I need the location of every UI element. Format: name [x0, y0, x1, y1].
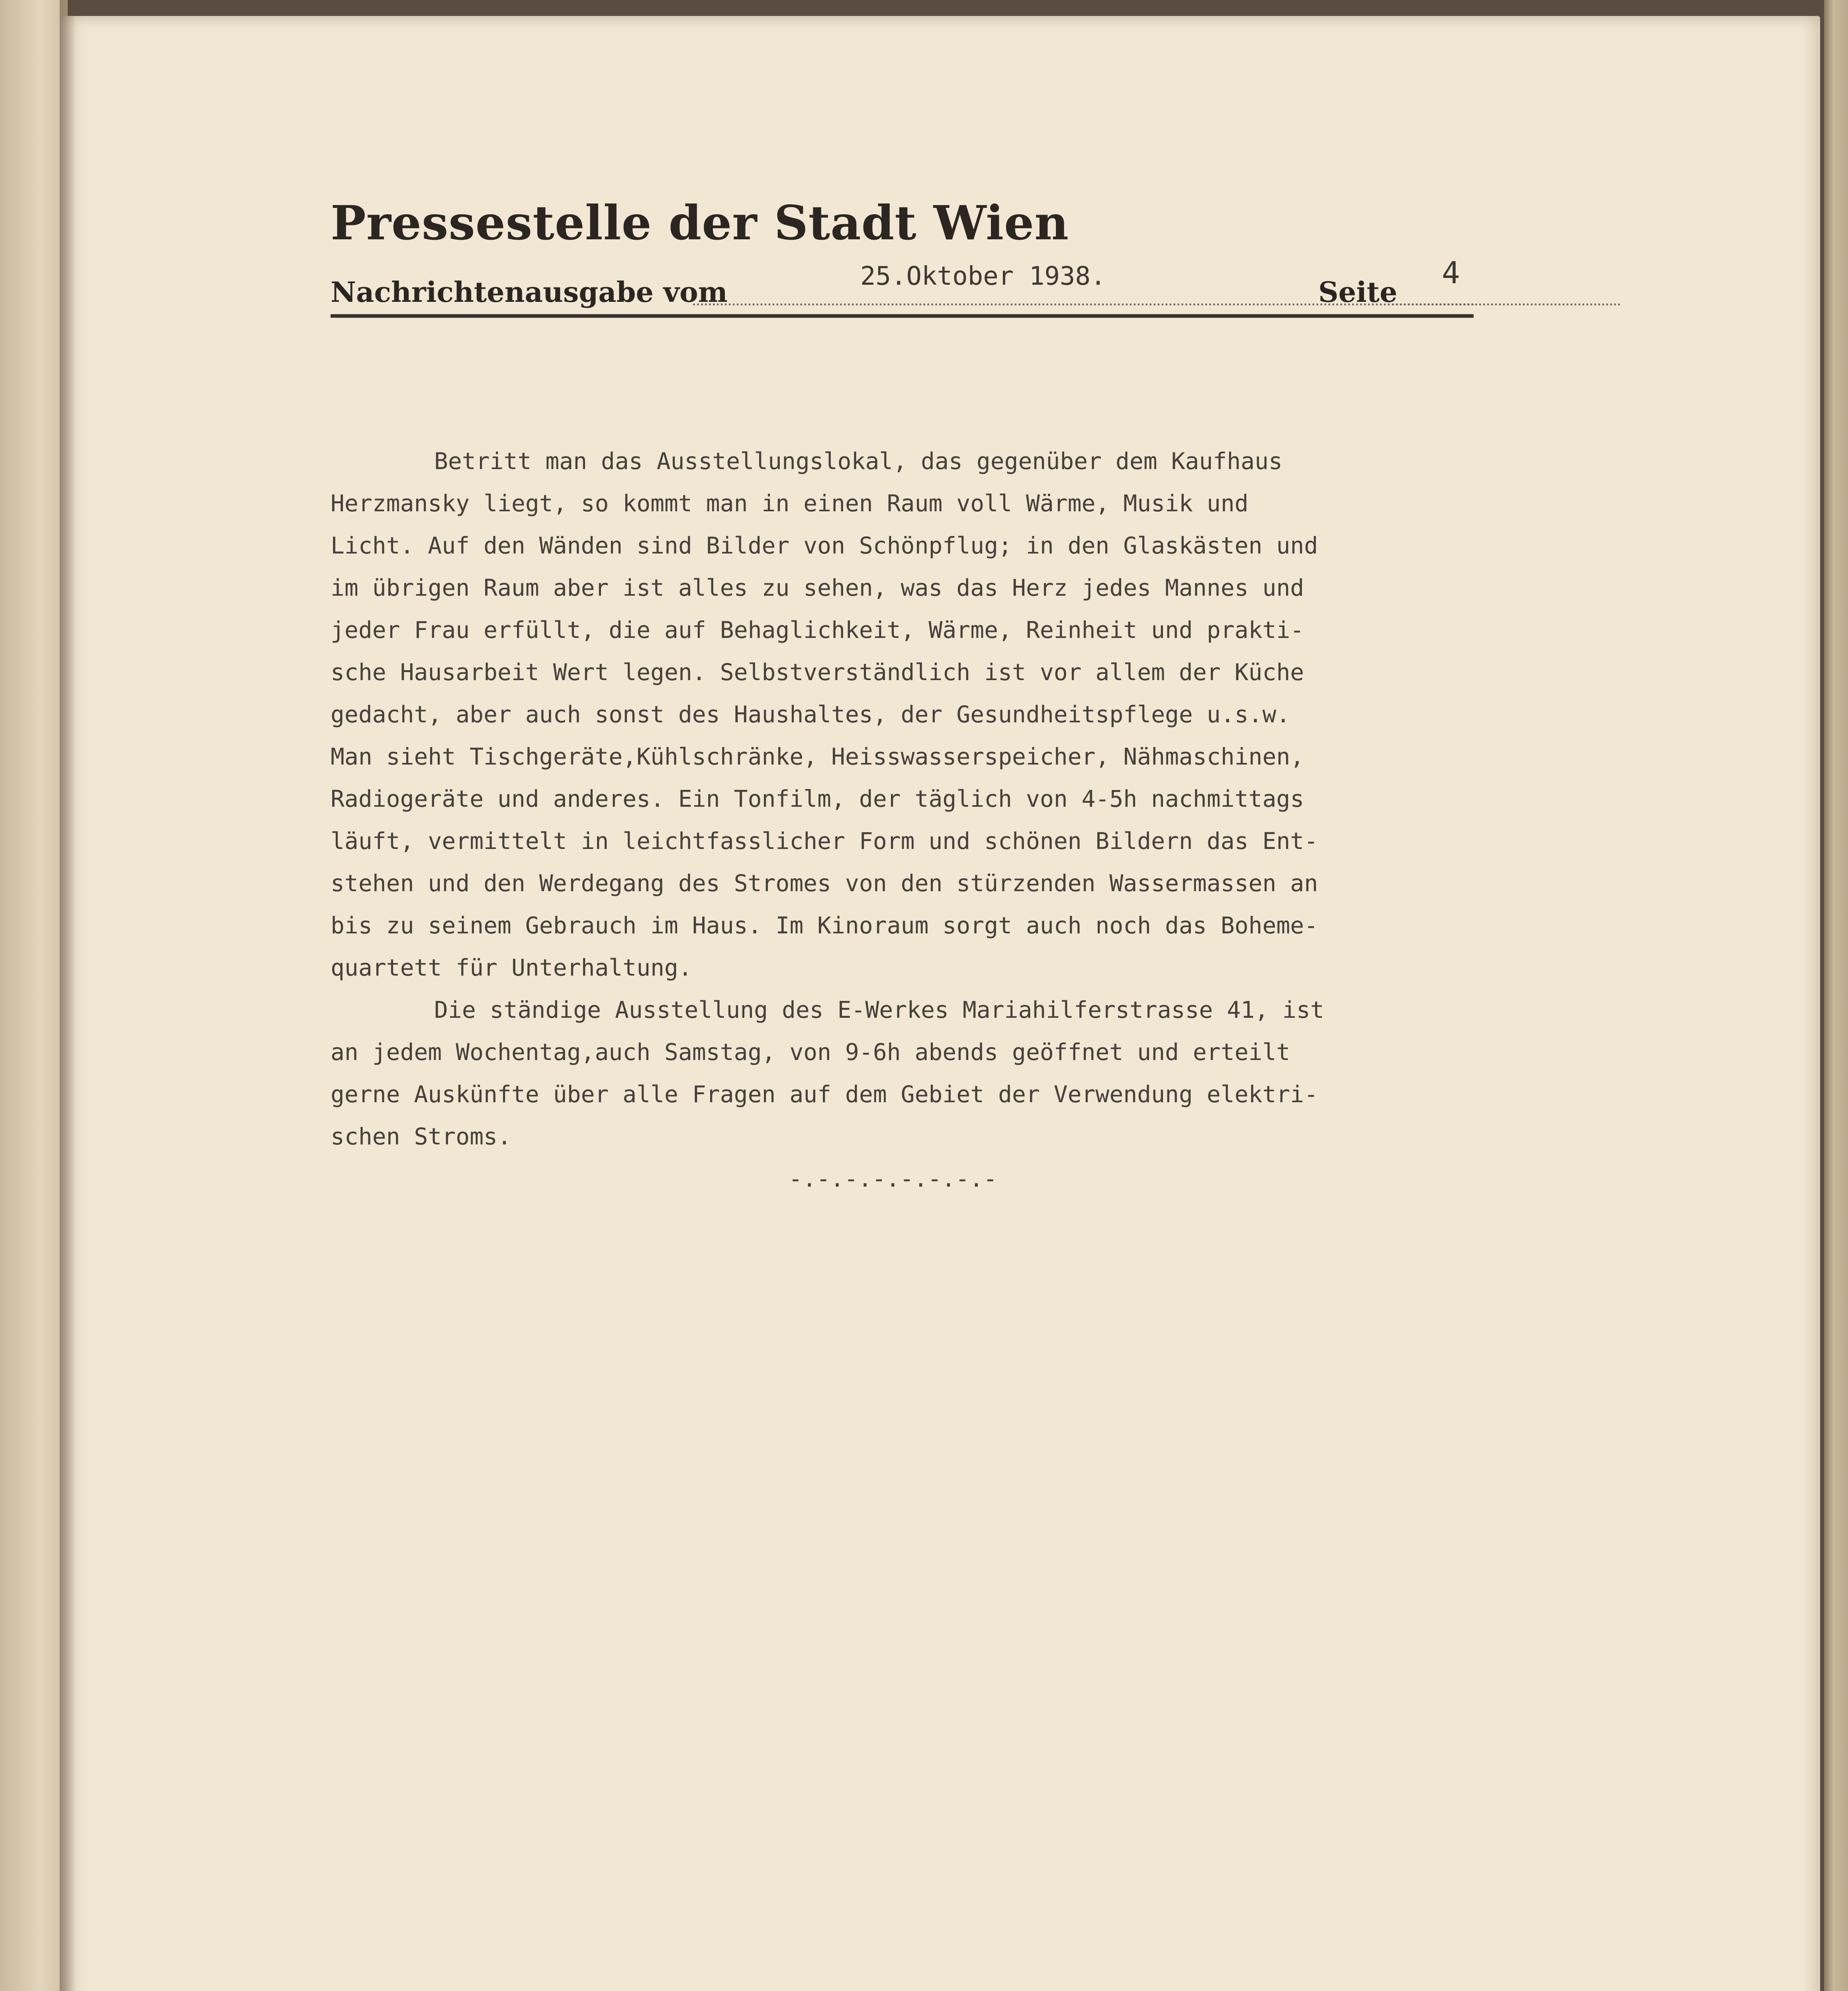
text-line: an jedem Wochentag,auch Samstag, von 9-6h abends geöffnet und erteilt: [331, 1039, 1290, 1066]
date-dotted-line: [693, 303, 1621, 305]
text-line: stehen und den Werdegang des Stromes von den stürzenden Wassermassen an: [331, 870, 1318, 897]
text-line: Licht. Auf den Wänden sind Bilder von Schönpflug; in den Glaskästen und: [331, 532, 1318, 559]
text-line: schen Stroms.: [331, 1123, 511, 1150]
letterhead: [331, 195, 1474, 318]
typewritten-body: [331, 440, 1486, 1200]
page-label: Seite: [1318, 276, 1398, 309]
edition-date: 25.Oktober 1938.: [860, 262, 1106, 291]
end-separator: -.-.-.-.-.-.-.-: [789, 1165, 997, 1192]
text-line: Betritt man das Ausstellungslokal, das gegenüber dem Kaufhaus: [434, 448, 1283, 475]
binding-shadow: [60, 0, 76, 1991]
text-line: Man sieht Tischgeräte,Kühlschränke, Heisswasserspeicher, Nähmaschinen,: [331, 743, 1304, 770]
text-line: sche Hausarbeit Wert legen. Selbstverständlich ist vor allem der Küche: [331, 659, 1304, 686]
edition-row: [331, 255, 1474, 318]
edition-label: Nachrichtenausgabe vom: [331, 276, 728, 309]
page-dotted-line: [1392, 303, 1474, 305]
page-number: 4: [1442, 255, 1460, 290]
text-line: läuft, vermittelt in leichtfasslicher Form und schönen Bildern das Ent-: [331, 827, 1318, 855]
text-line: gedacht, aber auch sonst des Haushaltes, der Gesundheitspflege u.s.w.: [331, 701, 1290, 728]
text-line: bis zu seinem Gebrauch im Haus. Im Kinoraum sorgt auch noch das Boheme-: [331, 912, 1318, 939]
facing-page-edge: [0, 0, 68, 1991]
organization-title: Pressestelle der Stadt Wien: [331, 195, 1069, 250]
text-line: gerne Auskünfte über alle Fragen auf dem Gebiet der Verwendung elektri-: [331, 1081, 1318, 1108]
text-line: Die ständige Ausstellung des E-Werkes Mariahilferstrasse 41, ist: [434, 996, 1324, 1023]
text-line: jeder Frau erfüllt, die auf Behaglichkeit, Wärme, Reinheit und prakti-: [331, 616, 1304, 643]
text-line: im übrigen Raum aber ist alles zu sehen, was das Herz jedes Mannes und: [331, 574, 1304, 601]
text-line: Herzmansky liegt, so kommt man in einen Raum voll Wärme, Musik und: [331, 490, 1249, 517]
text-line: quartett für Unterhaltung.: [331, 954, 692, 981]
text-line: Radiogeräte und anderes. Ein Tonfilm, der täglich von 4-5h nachmittags: [331, 785, 1304, 812]
page-stack-edge: [1824, 0, 1848, 1991]
